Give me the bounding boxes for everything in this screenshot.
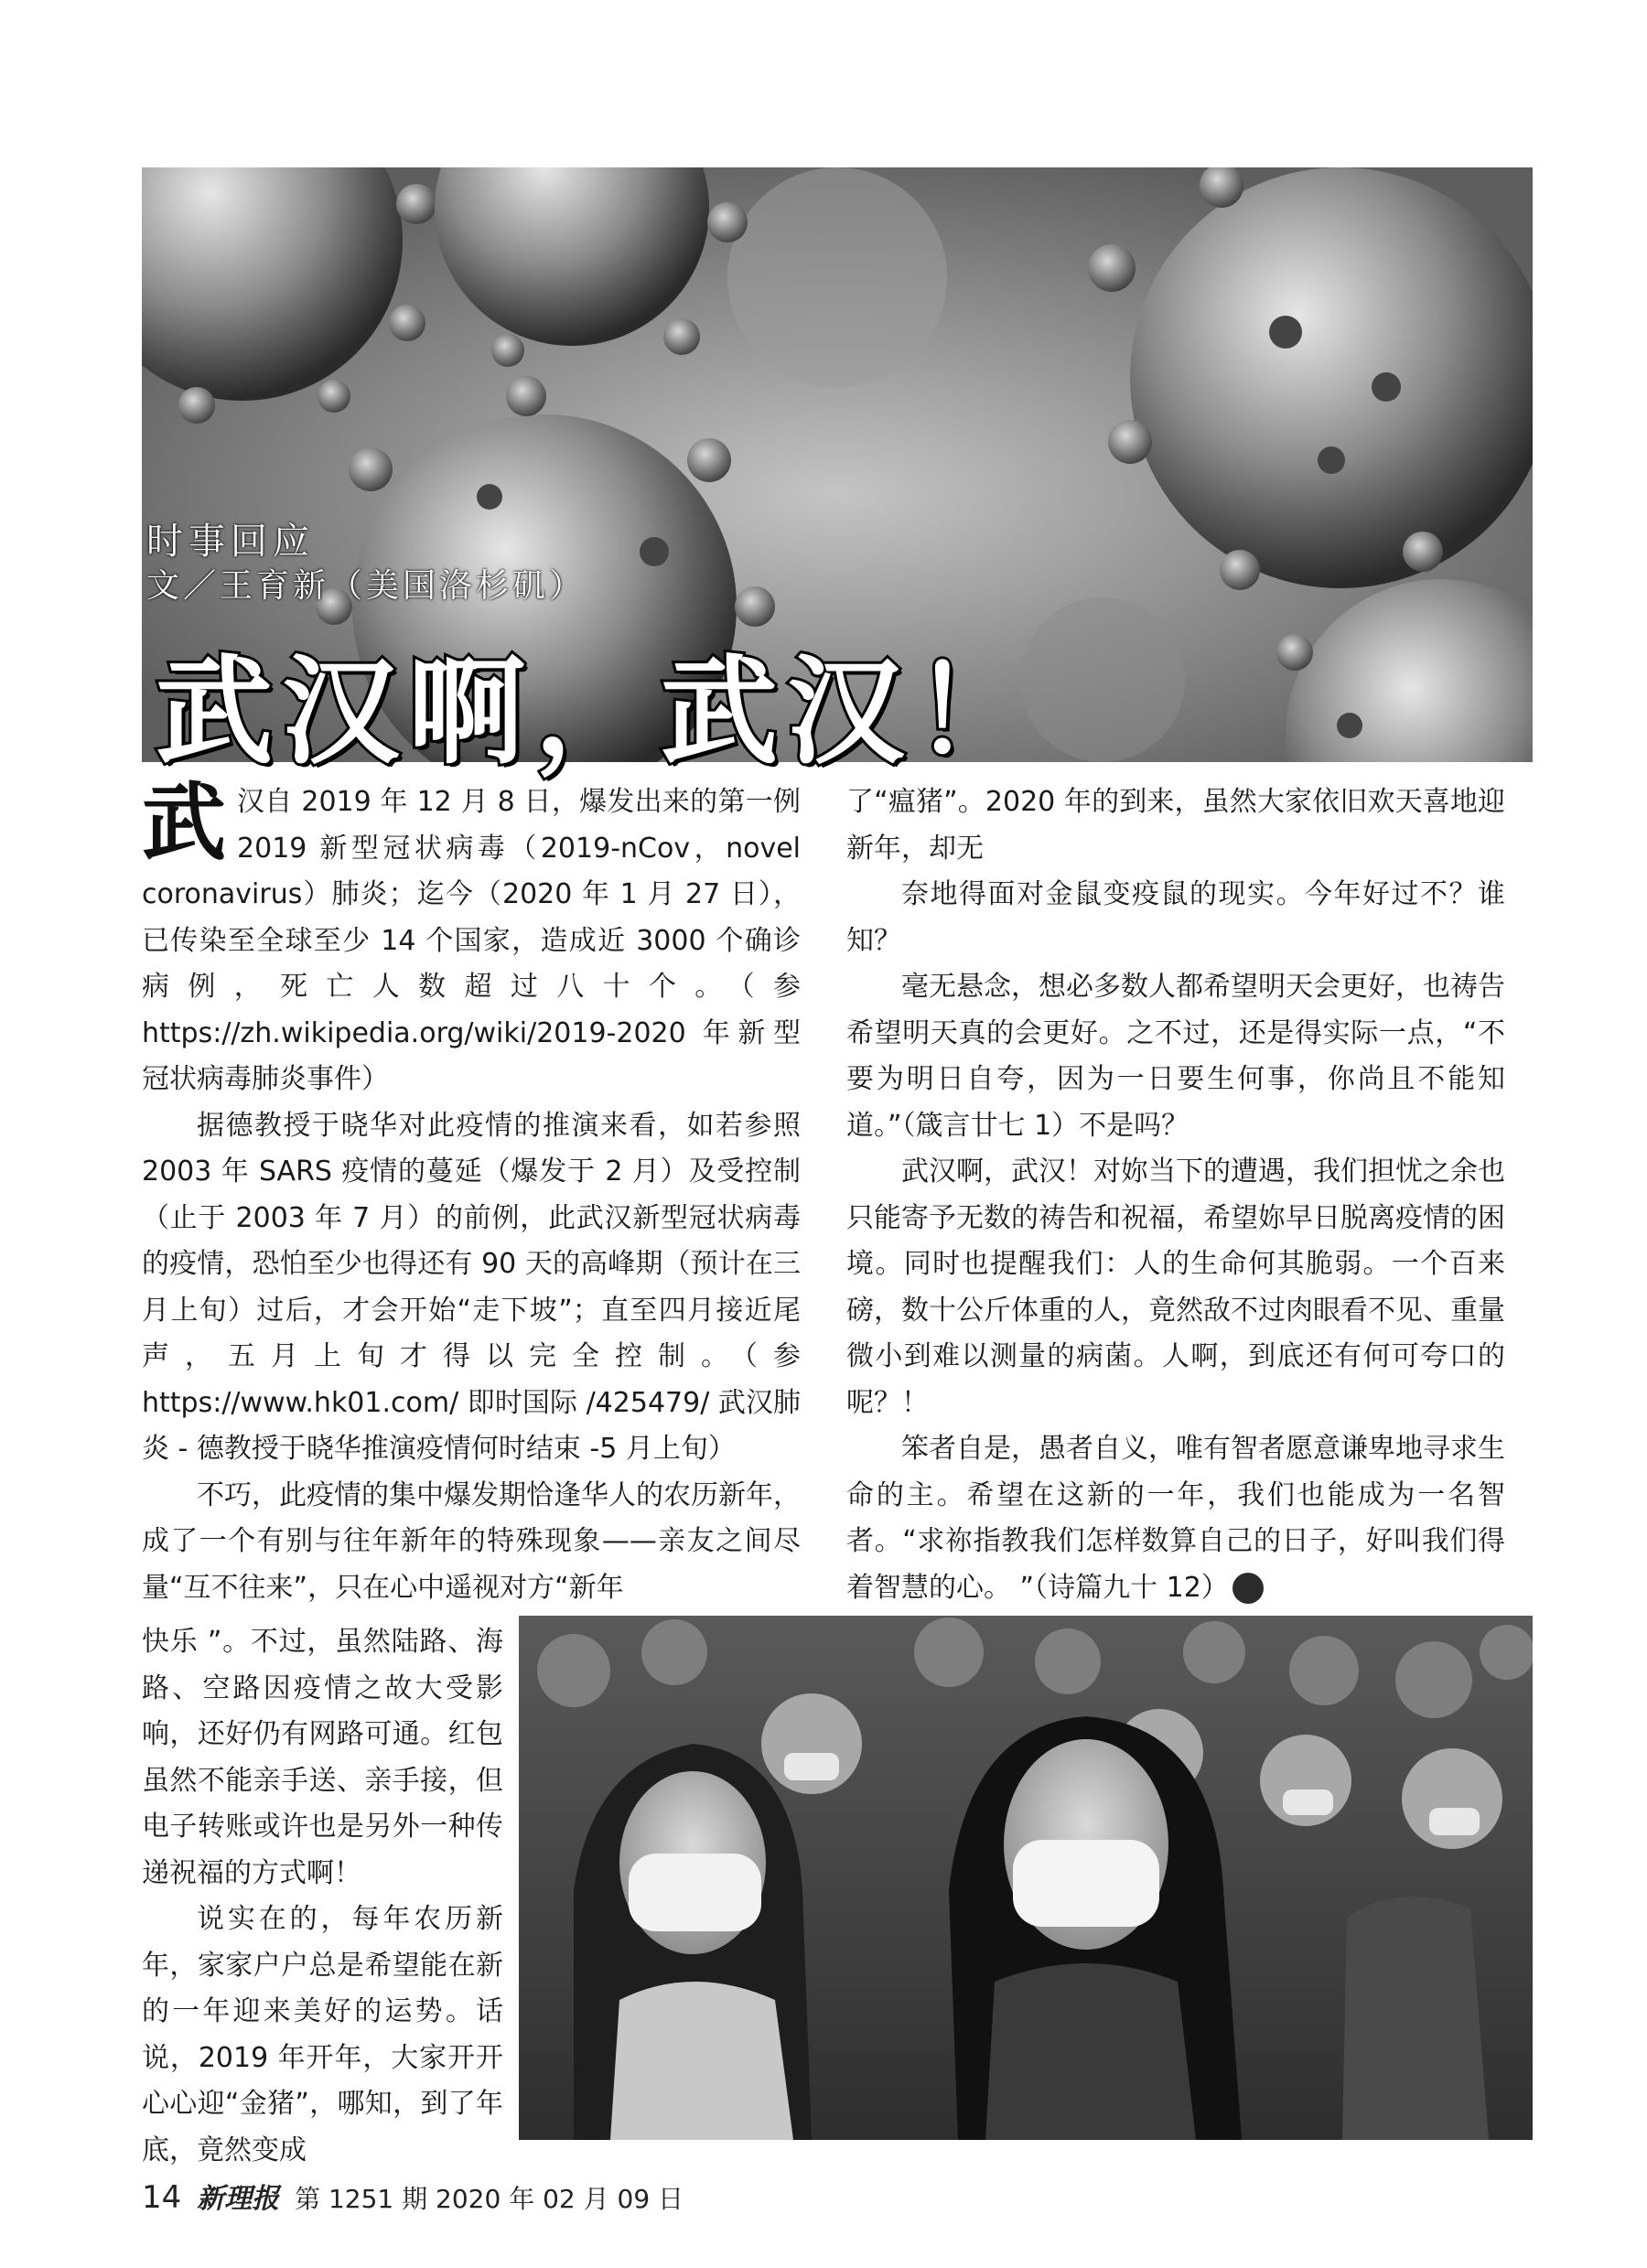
paragraph: 快乐 ”。不过，虽然陆路、海路、空路因疫情之故大受影响，还好仍有网路可通。红包虽然不能亲手送、亲手接，但电子转账或许也是另外一种传递祝福的方式啊！	[142, 1626, 503, 1889]
article-title: 武汉啊，武汉！	[156, 644, 1040, 780]
article-column-left	[142, 774, 801, 1611]
paragraph: 据德教授于晓华对此疫情的推演来看，如若参照 2003 年 SARS 疫情的蔓延（爆发于 2 月）及受控制（止于 2003 年 7 月）的前例，此武汉新型冠状病毒的疫情，恐怕至少也得还有 90 天的高峰期（预计在三月上旬）过后，才会开始“走下坡”；直至四月接近尾声，五月上旬才得以完全控制。（参 https://www.hk01.com/ 即时国际 /425479/ 武汉肺炎 - 德教授于晓华推演疫情何时结束 -5 月上旬）	[142, 1109, 801, 1465]
section-kicker: 时事回应	[146, 521, 315, 563]
paragraph: 不巧，此疫情的集中爆发期恰逢华人的农历新年，成了一个有别与往年新年的特殊现象——亲友之间尽量“互不往来”，只在心中遥视对方“新年	[142, 1478, 801, 1604]
page-number: 14	[142, 2179, 182, 2216]
paragraph: 毫无悬念，想必多数人都希望明天会更好，也祷告希望明天真的会更好。之不过，还是得实际一点，“不要为明日自夸，因为一日要生何事，你尚且不能知道。”（箴言廿七 1）不是吗？	[846, 971, 1505, 1142]
article-column-left-bottom	[142, 1619, 503, 2174]
crowd-photo	[519, 1616, 1533, 2140]
article-column-right	[846, 779, 1505, 1611]
paragraph: 了“瘟猪”。2020 年的到来，虽然大家依旧欢天喜地迎新年，却无	[846, 786, 1505, 865]
masked-crowd-illustration	[519, 1616, 1533, 2140]
paragraph: 武汉自 2019 年 12 月 8 日，爆发出来的第一例 2019 新型冠状病毒（2019-nCov，novel coronavirus）肺炎；迄今（2020 年 1 月 27 日），已传染至全球至少 14 个国家，造成近 3000 个确诊病例，死亡人数超过八十个。（参 https://zh.wikipedia.org/wiki/2019-2020 年新型冠状病毒肺炎事件）	[142, 774, 801, 1095]
drop-cap: 武	[142, 774, 227, 872]
end-mark-icon: G	[1233, 1573, 1264, 1604]
paragraph: 笨者自是，愚者自义，唯有智者愿意谦卑地寻求生命的主。希望在这新的一年，我们也能成为一名智者。“求祢指教我们怎样数算自己的日子，好叫我们得着智慧的心。 ”（诗篇九十 12） G	[846, 1433, 1505, 1604]
issue-info: 第 1251 期 2020 年 02 月 09 日	[295, 2184, 684, 2214]
paragraph: 武汉啊，武汉！对妳当下的遭遇，我们担忧之余也只能寄予无数的祷告和祝福，希望妳早日脱离疫情的困境。同时也提醒我们：人的生命何其脆弱。一个百来磅，数十公斤体重的人，竟然敌不过肉眼看不见、重量微小到难以测量的病菌。人啊，到底还有何可夸口的呢？！	[846, 1155, 1505, 1419]
paragraph: 说实在的，每年农历新年，家家户户总是希望能在新的一年迎来美好的运势。话说，2019 年开年，大家开开心心迎“金猪”，哪知，到了年底，竟然变成	[142, 1903, 503, 2166]
publication-masthead: 新理报	[197, 2183, 280, 2215]
page-footer	[142, 2176, 684, 2216]
paragraph: 奈地得面对金鼠变疫鼠的现实。今年好过不？谁知？	[846, 878, 1505, 957]
author-byline: 文／王育新（美国洛杉矶）	[146, 567, 587, 605]
